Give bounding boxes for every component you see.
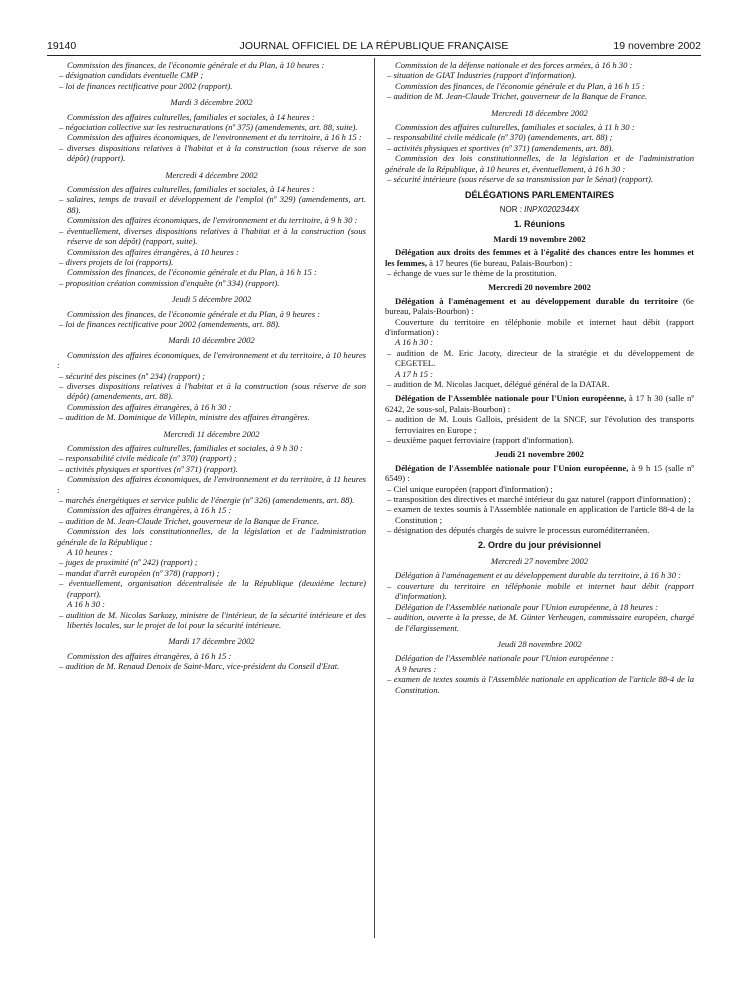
delegation-name: Délégation de l'Assemblée nationale pour l'Union européenne,: [395, 393, 627, 404]
committee-line: Délégation de l'Assemblée nationale pour l'Union européenne, à 18 heures :: [395, 601, 658, 612]
left-column: [57, 60, 366, 672]
topic-line: Couverture du territoire en téléphonie mobile et internet haut débit (rapport d'information) :: [385, 316, 694, 337]
agenda-item: – échange de vues sur le thème de la prostitution.: [387, 267, 557, 278]
agenda-item: – examen de textes soumis à l'Assemblée nationale en application de l'article 88-4 de la Constitution ;: [387, 504, 694, 525]
agenda-item: – deuxième paquet ferroviaire (rapport d'information).: [387, 435, 574, 445]
committee-line: Commission des affaires culturelles, familiales et sociales, à 9 h 30 :: [67, 443, 303, 453]
agenda-item: – audition de M. Nicolas Jacquet, délégué général de la DATAR.: [387, 378, 610, 389]
committee-line: Délégation de l'Assemblée nationale pour l'Union européenne :: [395, 653, 614, 664]
agenda-item: – situation de GIAT Industries (rapport d'information).: [387, 70, 577, 81]
date-heading: Mardi 3 décembre 2002: [170, 97, 253, 108]
agenda-item: – Ciel unique européen (rapport d'information) ;: [387, 483, 553, 494]
agenda-item: – sécurité intérieure (sous réserve de sa transmission par le Sénat) (rapport).: [387, 174, 654, 185]
agenda-item: – diverses dispositions relatives à l'habitat et à la construction (sous réserve de son dépôt) (amendements, art. 88).: [59, 380, 366, 402]
committee-line: Commission des affaires économiques, de l'environnement et du territoire, à 9 h 30 :: [67, 215, 358, 226]
agenda-item: – salaires, temps de travail et développement de l'emploi (nº 329) (amendements, art. 88).: [59, 194, 366, 215]
delegation-detail: (6e bureau, Palais-Bourbon) :: [385, 295, 694, 317]
delegation-line: [385, 247, 694, 268]
committee-line: Commission des finances, de l'économie générale et du Plan, à 16 h 15 :: [395, 80, 645, 91]
subsection-title: 2. Ordre du jour prévisionnel: [477, 539, 602, 550]
agenda-item: – audition de M. Jean-Claude Trichet, gouverneur de la Banque de France.: [387, 91, 648, 102]
agenda-item: – sécurité des piscines (nº 234) (rapport) ;: [59, 370, 206, 381]
agenda-item: – examen de textes soumis à l'Assemblée nationale en application de l'article 88-4 de la Constitution.: [387, 674, 694, 695]
agenda-item: – couverture du territoire en téléphonie mobile et internet haut débit (rapport d'information).: [387, 580, 694, 602]
agenda-item: – audition de M. Nicolas Sarkozy, ministre de l'intérieur, de la sécurité intérieure et des libertés locales, sur le projet de loi pour la sécurité intérieure.: [59, 609, 366, 630]
committee-line: Commission des lois constitutionnelles, de la législation et de l'administration générale de la République, à 10 heures et, éventuellement, à 16 h 30 :: [385, 153, 694, 174]
time-label: A 16 h 30 :: [67, 599, 106, 610]
committee-line: Délégation à l'aménagement et au développement durable du territoire, à 16 h 30 :: [395, 570, 682, 581]
right-column: [385, 60, 694, 695]
header-rule: [47, 55, 701, 56]
committee-line: Commission des affaires étrangères, à 16 h 15 :: [67, 505, 232, 516]
committee-line: Commission des affaires culturelles, familiales et sociales, à 11 h 30 :: [395, 122, 635, 133]
committee-line: Commission des affaires étrangères, à 10 heures :: [67, 246, 239, 257]
delegation-line: [385, 463, 694, 484]
delegation-detail: à 17 h 30 (salle nº 6242, 2e sous-sol, Palais-Bourbon) :: [385, 393, 694, 414]
agenda-item: – négociation collective sur les restructurations (nº 375) (amendements, art. 88, suite).: [59, 122, 358, 133]
agenda-item: – divers projets de loi (rapports).: [59, 256, 174, 267]
agenda-item: – transposition des directives et marché intérieur du gaz naturel (rapport d'information) ;: [387, 494, 691, 505]
date-heading: Mardi 10 décembre 2002: [168, 335, 255, 346]
agenda-item: – éventuellement, diverses dispositions relatives à l'habitat et à la construction (sous réserve de son dépôt) (rapport, suite).: [59, 225, 366, 247]
date-heading: Mercredi 27 novembre 2002: [490, 556, 589, 567]
committee-line: Commission de la défense nationale et des forces armées, à 16 h 30 :: [395, 60, 633, 70]
delegation-name: Délégation de l'Assemblée nationale pour l'Union européenne,: [395, 462, 629, 473]
date-heading: Mardi 17 décembre 2002: [168, 636, 255, 647]
date-heading: Jeudi 5 décembre 2002: [171, 294, 252, 305]
journal-title: JOURNAL OFFICIEL DE LA RÉPUBLIQUE FRANÇAISE: [239, 40, 509, 52]
committee-line: Commission des affaires culturelles, familiales et sociales, à 14 heures :: [67, 184, 315, 195]
agenda-item: – proposition création commission d'enquête (nº 334) (rapport).: [59, 277, 280, 288]
committee-line: Commission des affaires étrangères, à 16 h 30 :: [67, 401, 232, 412]
delegation-line: [385, 296, 694, 317]
agenda-item: – audition de M. Renaud Denoix de Saint-Marc, vice-président du Conseil d'Etat.: [59, 661, 340, 672]
delegation-detail: à 9 h 15 (salle nº 6549) :: [385, 462, 694, 484]
page-number: 19140: [47, 40, 77, 52]
agenda-item: – diverses dispositions relatives à l'habitat et à la construction (sous réserve de son dépôt) (rapport).: [59, 142, 366, 164]
issue-date: 19 novembre 2002: [613, 40, 701, 52]
committee-line: Commission des finances, de l'économie générale et du Plan, à 9 heures :: [67, 308, 321, 319]
delegation-name: Délégation aux droits des femmes et à l'égalité des chances entre les hommes et les femmes,: [385, 247, 694, 268]
delegation-detail: à 17 heures (6e bureau, Palais-Bourbon) :: [429, 257, 573, 268]
date-heading: Mercredi 4 décembre 2002: [165, 169, 258, 180]
agenda-item: – marchés énergétiques et service public de l'énergie (nº 326) (amendements, art. 88).: [59, 495, 355, 506]
delegation-name: Délégation à l'aménagement et au développement durable du territoire: [395, 295, 678, 306]
time-label: A 16 h 30 :: [395, 337, 434, 348]
agenda-item: – loi de finances rectificative pour 2002 (rapport).: [59, 80, 233, 91]
agenda-item: – audition de M. Louis Gallois, président de la SNCF, sur l'évolution des transports ferroviaires en Europe ;: [387, 414, 694, 435]
committee-line: Commission des affaires économiques, de l'environnement et du territoire, à 10 heures :: [57, 349, 366, 371]
nor-value: INPX0202344X: [524, 204, 580, 214]
delegation-line: [385, 393, 694, 414]
agenda-item: – désignation candidats éventuelle CMP ;: [59, 70, 204, 81]
committee-line: Commission des affaires économiques, de l'environnement et du territoire, à 16 h 15 :: [67, 132, 362, 143]
committee-line: Commission des finances, de l'économie générale et du Plan, à 10 heures :: [67, 60, 325, 70]
committee-line: Commission des affaires étrangères, à 16 h 15 :: [67, 650, 232, 661]
nor-label: NOR :: [499, 204, 522, 214]
agenda-item: – responsabilité civile médicale (nº 370) (amendements, art. 88) ;: [387, 132, 613, 143]
date-heading: Mercredi 20 novembre 2002: [488, 282, 591, 293]
section-title: DÉLÉGATIONS PARLEMENTAIRES: [464, 190, 614, 201]
date-heading: Mercredi 11 décembre 2002: [163, 428, 260, 439]
committee-line: Commission des finances, de l'économie générale et du Plan, à 16 h 15 :: [67, 267, 317, 278]
committee-line: Commission des affaires culturelles, familiales et sociales, à 14 heures :: [67, 111, 315, 122]
committee-line: Commission des lois constitutionnelles, de la législation et de l'administration générale de la République :: [57, 526, 366, 547]
agenda-item: – juges de proximité (nº 242) (rapport) ;: [59, 557, 198, 568]
agenda-item: – audition, ouverte à la presse, de M. Günter Verheugen, commissaire européen, chargé de l'élargissement.: [387, 612, 694, 633]
agenda-item: – loi de finances rectificative pour 2002 (amendements, art. 88).: [59, 318, 281, 329]
agenda-item: – audition de M. Dominique de Villepin, ministre des affaires étrangères.: [59, 412, 310, 423]
agenda-item: – éventuellement, organisation décentralisée de la République (deuxième lecture) (rapport).: [59, 578, 366, 599]
date-heading: Jeudi 21 novembre 2002: [495, 449, 584, 460]
agenda-item: – responsabilité civile médicale (nº 370) (rapport) ;: [59, 453, 237, 464]
page-header: [47, 38, 701, 54]
time-label: A 17 h 15 :: [395, 368, 434, 379]
agenda-item: – activités physiques et sportives (nº 371) (amendements, art. 88).: [387, 142, 614, 153]
date-heading: Mercredi 18 décembre 2002: [491, 107, 588, 118]
column-divider: [374, 58, 375, 938]
agenda-item: – désignation des députés chargés de suivre le processus euroméditerranéen.: [387, 525, 650, 536]
agenda-item: – audition de M. Eric Jacoty, directeur de la stratégie et du développement de CEGETEL.: [387, 347, 694, 369]
nor-reference: [385, 205, 694, 215]
time-label: A 10 heures :: [67, 547, 113, 558]
agenda-item: – mandat d'arrêt européen (nº 378) (rapport) ;: [59, 567, 220, 578]
time-label: A 9 heures :: [395, 663, 437, 674]
agenda-item: – activités physiques et sportives (nº 371) (rapport).: [59, 463, 238, 474]
committee-line: Commission des affaires économiques, de l'environnement et du territoire, à 11 heures :: [57, 474, 366, 495]
date-heading: Mardi 19 novembre 2002: [493, 233, 586, 244]
date-heading: Jeudi 28 novembre 2002: [497, 638, 582, 649]
agenda-item: – audition de M. Jean-Claude Trichet, gouverneur de la Banque de France.: [59, 515, 320, 526]
subsection-title: 1. Réunions: [513, 219, 565, 230]
